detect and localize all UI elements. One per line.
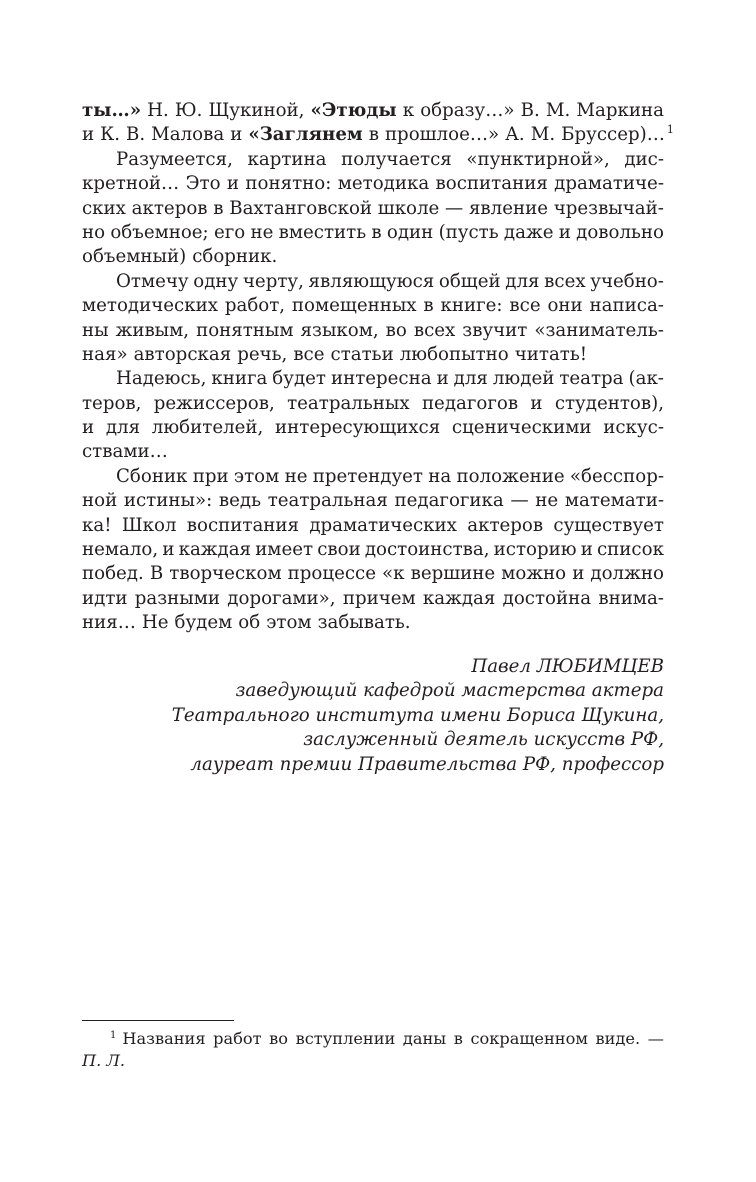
author-title-line: лауреат премии Правительства РФ, профессор	[190, 753, 664, 775]
text-line: кретной… Это и понятно: методика воспитания драматиче-	[82, 173, 664, 195]
author-name: Павел ЛЮБИМЦЕВ	[471, 656, 664, 677]
text-line: объемный) сборник.	[82, 246, 278, 268]
main-text	[82, 99, 674, 636]
footnote-initials: П. Л.	[82, 1051, 126, 1070]
text-line: ты…» Н. Ю. Щукиной, «Этюды к образу…» В. М. Маркина	[82, 100, 664, 121]
author-title-line: заслуженный деятель искусств РФ,	[303, 729, 664, 751]
text-line: ских актеров в Вахтанговской школе — явление чрезвычай-	[82, 197, 664, 219]
text-line: немало, и каждая имеет свои достоинства, историю и список	[82, 539, 664, 561]
text-line: но объемное; его не вместить в один (пусть даже и довольно	[82, 221, 664, 243]
footnote	[82, 1028, 664, 1072]
text-line: Отмечу одну черту, являющуюся общей для всех учебно-	[116, 270, 664, 292]
footnote-divider	[82, 1020, 234, 1021]
text-line: теров, режиссеров, театральных педагогов и студентов),	[82, 392, 664, 414]
text-line: Разумеется, картина получается «пунктирной», дис-	[116, 148, 664, 170]
text-line: ния… Не будем об этом забывать.	[82, 612, 411, 634]
text-line: методических работ, помещенных в книге: все они написа-	[82, 295, 664, 317]
text-line: Надеюсь, книга будет интересна и для людей театра (ак-	[116, 368, 664, 390]
text-line: Сбоник при этом не претендует на положение «бесспор-	[116, 465, 664, 487]
text-line: и для любителей, интересующихся сценическими искус-	[82, 417, 664, 439]
text-line: побед. В творческом процессе «к вершине можно и должно	[82, 563, 664, 585]
text-line: и К. В. Малова и «Заглянем в прошлое…» А. М. Бруссер)… $^1$	[82, 123, 674, 146]
author-title-line: Театрального института имени Бориса Щукина,	[171, 704, 664, 726]
text-line: ка! Школ воспитания драматических актеров существует	[82, 514, 664, 536]
text-line: ной истины»: ведь театральная педагогика — не математи-	[82, 490, 664, 512]
text-line: идти разными дорогами», причем каждая достойна внима-	[82, 587, 664, 609]
text-line: ны живым, понятным языком, во всех звучит «заниматель-	[82, 319, 664, 341]
text-line: ная» авторская речь, все статьи любопытно читать!	[82, 343, 588, 365]
footnote-line: $^1$ Названия работ во вступлении даны в сокращенном виде. —	[110, 1029, 664, 1048]
author-signature	[104, 655, 664, 777]
text-line: ствами…	[82, 441, 168, 463]
author-title-line: заведующий кафедрой мастерства актера	[235, 680, 664, 702]
